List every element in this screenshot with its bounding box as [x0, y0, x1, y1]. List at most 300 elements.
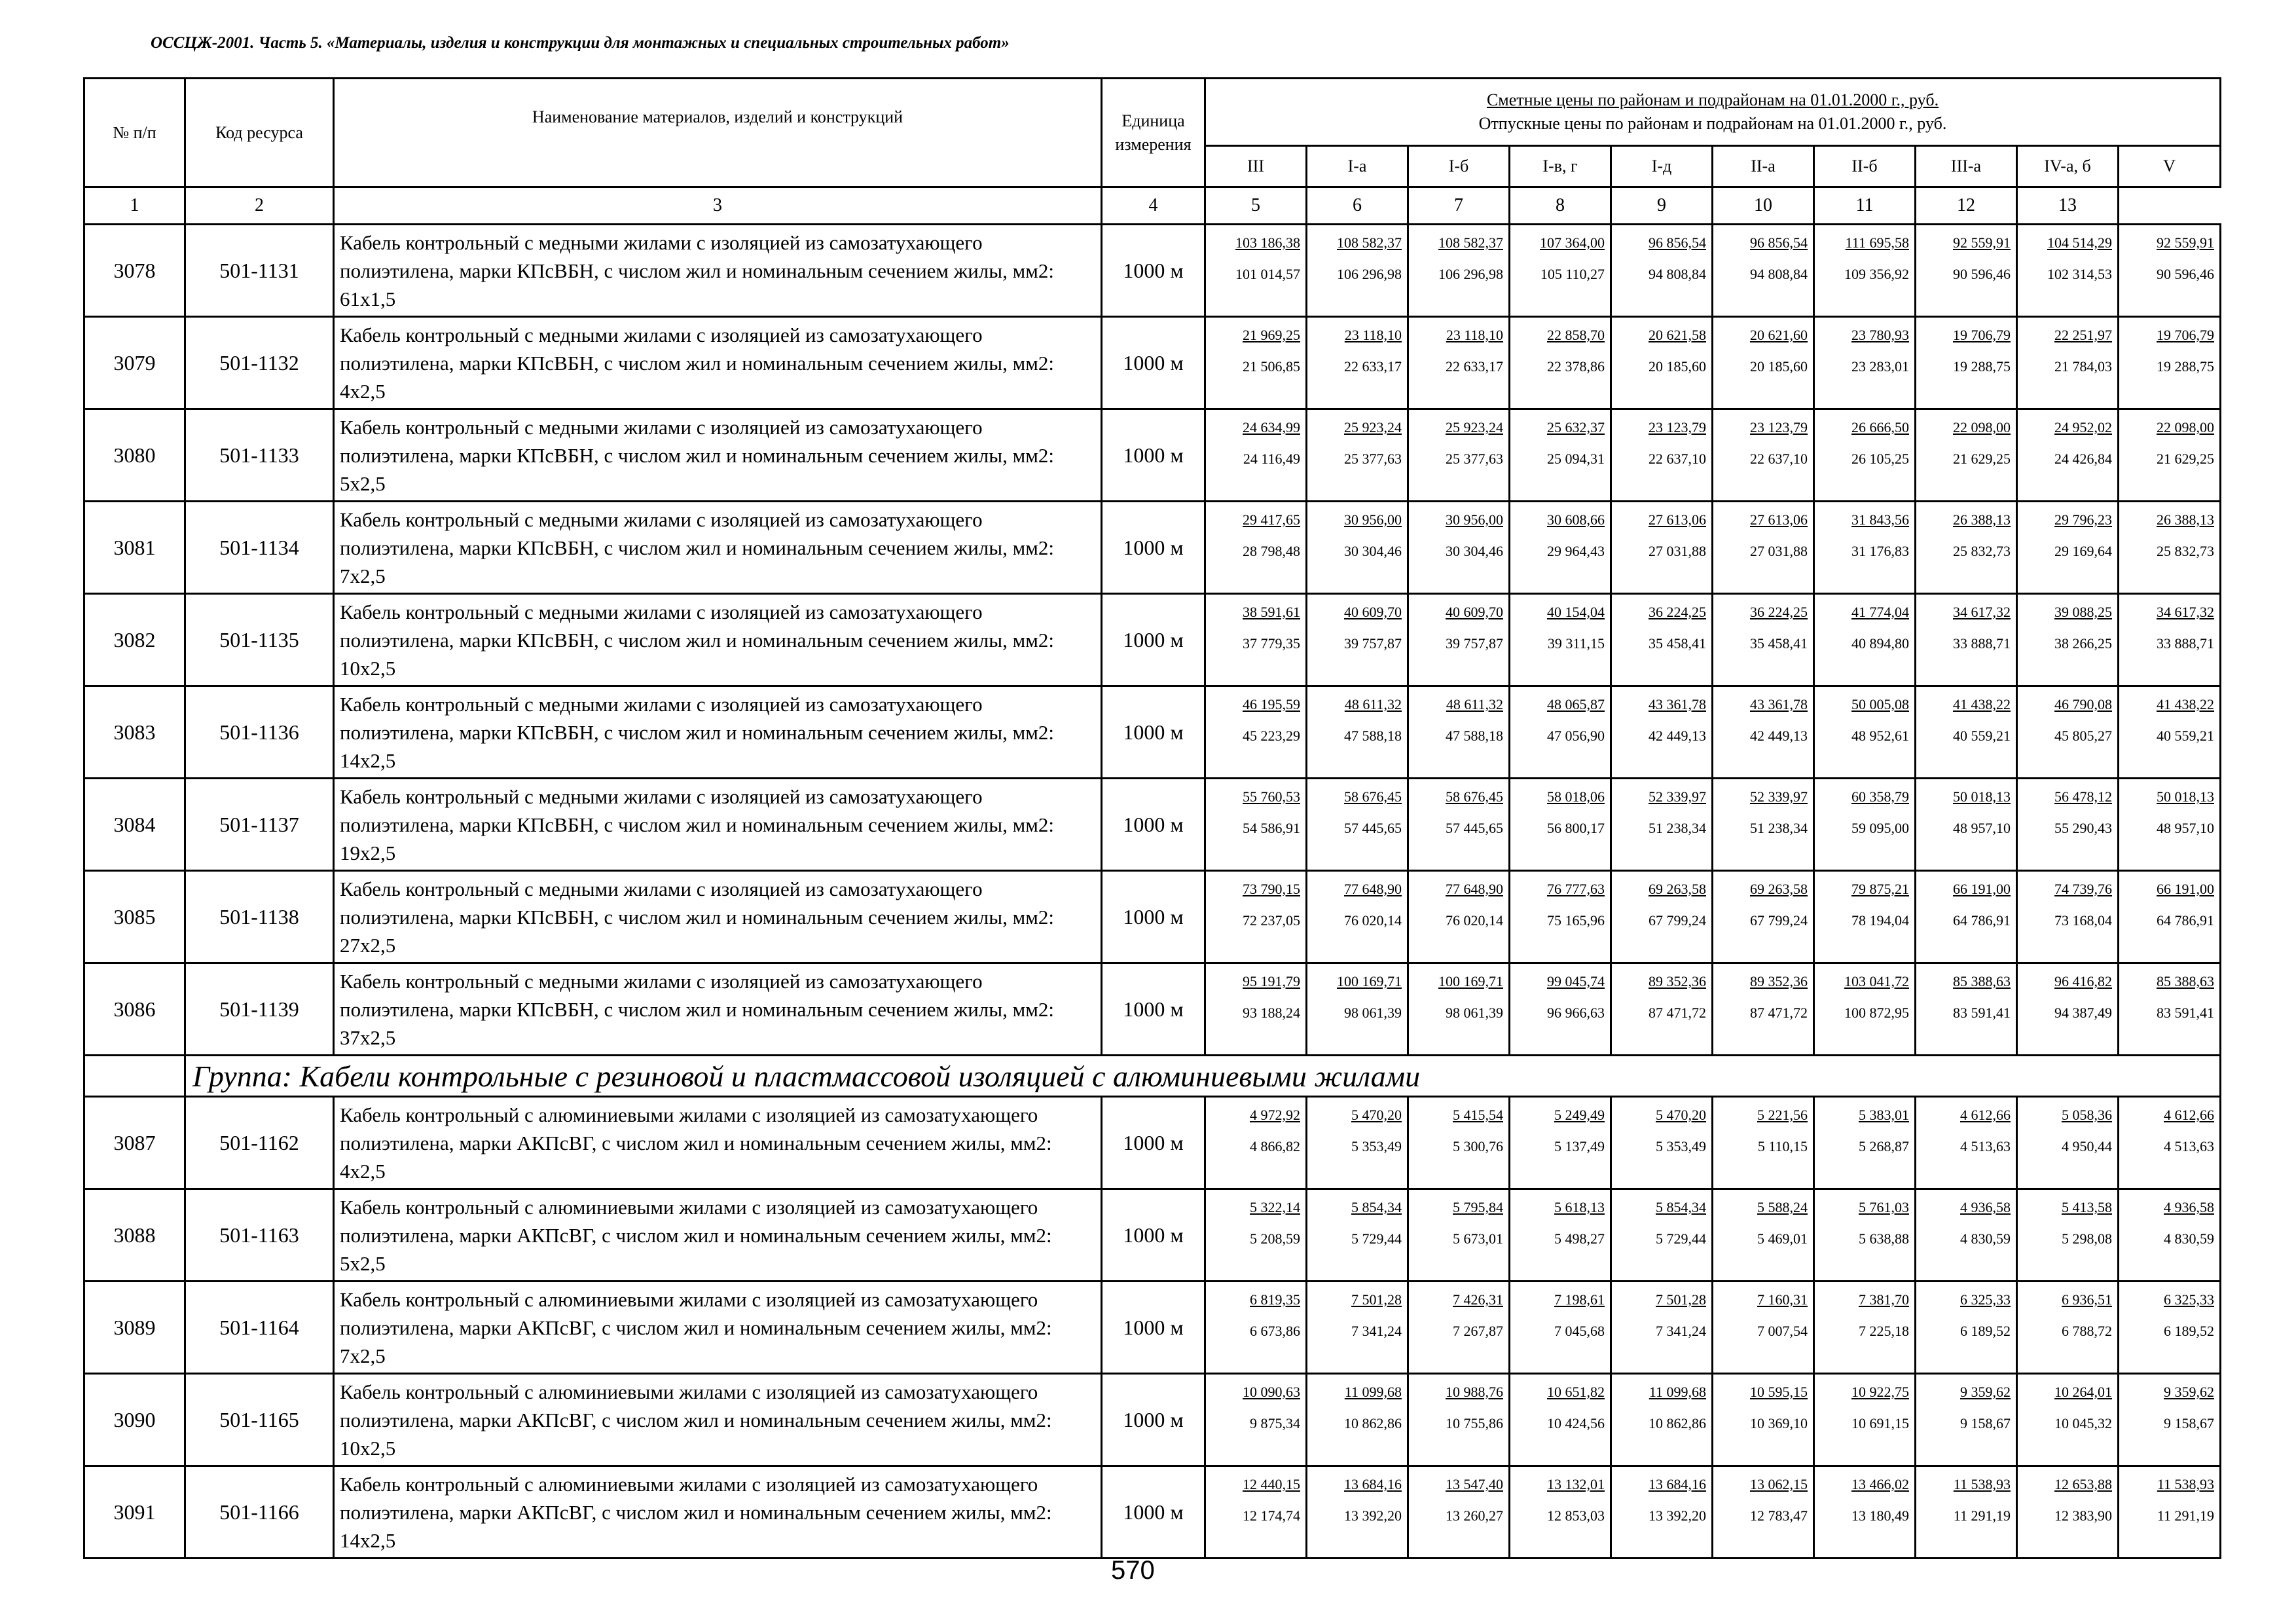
price-cell — [2017, 1466, 2119, 1559]
estimated-price: 40 609,70 — [1344, 604, 1402, 620]
resource-code: 501-1133 — [185, 409, 334, 502]
price-cell — [1814, 225, 1916, 317]
estimated-price: 69 263,58 — [1649, 881, 1706, 897]
price-cell — [1510, 502, 1611, 594]
release-price: 106 296,98 — [1337, 266, 1402, 282]
price-cell — [2119, 963, 2221, 1056]
release-price: 7 267,87 — [1453, 1323, 1503, 1339]
material-name: Кабель контрольный с алюминиевыми жилами с изоляцией из самозатухающего полиэтилена, марки АКПсВГ, с числом жил и номинальным сечением жилы, мм2: 5х2,5 — [334, 1189, 1102, 1282]
price-cell — [1408, 1374, 1510, 1466]
release-price: 39 757,87 — [1344, 635, 1402, 652]
price-cell — [2119, 686, 2221, 779]
release-price: 47 588,18 — [1344, 728, 1402, 744]
resource-code: 501-1137 — [185, 779, 334, 871]
estimated-price: 7 426,31 — [1453, 1291, 1503, 1308]
estimated-price: 48 611,32 — [1446, 696, 1503, 712]
price-cell — [2017, 409, 2119, 502]
release-price: 42 449,13 — [1750, 728, 1808, 744]
estimated-price: 41 438,22 — [1953, 696, 2011, 712]
estimated-price: 13 132,01 — [1547, 1476, 1605, 1492]
estimated-price: 9 359,62 — [2164, 1384, 2215, 1400]
release-price: 10 755,86 — [1446, 1415, 1503, 1431]
release-price: 87 471,72 — [1750, 1005, 1808, 1021]
release-price: 25 377,63 — [1446, 451, 1503, 467]
estimated-price: 58 676,45 — [1344, 788, 1402, 805]
release-price: 39 311,15 — [1547, 635, 1605, 652]
release-price: 7 341,24 — [1351, 1323, 1402, 1339]
estimated-price: 11 538,93 — [1953, 1476, 2011, 1492]
estimated-price: 103 041,72 — [1844, 973, 1909, 989]
estimated-price: 4 972,92 — [1250, 1107, 1300, 1123]
estimated-price: 30 956,00 — [1446, 511, 1503, 528]
estimated-price: 100 169,71 — [1337, 973, 1402, 989]
price-cell — [1611, 409, 1713, 502]
estimated-price: 60 358,79 — [1851, 788, 1909, 805]
estimated-price: 25 923,24 — [1344, 419, 1402, 435]
price-cell — [1307, 779, 1408, 871]
release-price: 4 513,63 — [1960, 1138, 2011, 1154]
unit: 1000 м — [1102, 1282, 1205, 1374]
release-price: 102 314,53 — [2047, 266, 2112, 282]
price-cell — [2119, 1189, 2221, 1282]
estimated-price: 5 795,84 — [1453, 1199, 1503, 1215]
estimated-price: 11 099,68 — [1649, 1384, 1706, 1400]
estimated-price: 13 547,40 — [1446, 1476, 1503, 1492]
row-number: 3091 — [84, 1466, 185, 1559]
release-price: 6 788,72 — [2062, 1323, 2112, 1339]
price-cell — [1510, 1282, 1611, 1374]
estimated-price: 4 936,58 — [2164, 1199, 2215, 1215]
release-price: 40 559,21 — [2157, 728, 2215, 744]
price-cell — [2017, 1374, 2119, 1466]
release-price: 67 799,24 — [1649, 912, 1706, 929]
table-row — [84, 1466, 2221, 1559]
price-cell — [1510, 1374, 1611, 1466]
region-header: III — [1205, 146, 1307, 187]
release-price: 21 629,25 — [1953, 451, 2011, 467]
price-cell — [1307, 1189, 1408, 1282]
estimated-price: 10 922,75 — [1851, 1384, 1909, 1400]
price-cell — [1713, 1374, 1814, 1466]
release-price: 54 586,91 — [1243, 820, 1300, 836]
estimated-price: 7 501,28 — [1656, 1291, 1706, 1308]
price-cell — [1205, 1189, 1307, 1282]
table-row — [84, 502, 2221, 594]
price-cell — [1611, 1097, 1713, 1189]
price-cell — [1916, 1189, 2017, 1282]
estimated-price: 46 195,59 — [1243, 696, 1300, 712]
release-price: 5 268,87 — [1859, 1138, 1909, 1154]
price-cell — [2119, 409, 2221, 502]
table-row — [84, 871, 2221, 963]
price-cell — [1814, 963, 1916, 1056]
estimated-price: 100 169,71 — [1438, 973, 1503, 989]
price-cell — [2017, 1189, 2119, 1282]
estimated-price: 43 361,78 — [1750, 696, 1808, 712]
release-price: 12 174,74 — [1243, 1507, 1300, 1524]
release-price: 45 805,27 — [2054, 728, 2112, 744]
price-cell — [1814, 594, 1916, 686]
row-number: 3084 — [84, 779, 185, 871]
price-cell — [1205, 1282, 1307, 1374]
price-cell — [1611, 779, 1713, 871]
release-price: 51 238,34 — [1750, 820, 1808, 836]
table-row — [84, 317, 2221, 409]
material-name: Кабель контрольный с медными жилами с изоляцией из самозатухающего полиэтилена, марки КПсВБН, с числом жил и номинальным сечением жилы, мм2: 14х2,5 — [334, 686, 1102, 779]
price-cell — [1408, 1282, 1510, 1374]
estimated-price: 41 774,04 — [1851, 604, 1909, 620]
group-title: Группа: Кабели контрольные с резиновой и пластмассовой изоляцией с алюминиевыми жилами — [185, 1056, 2221, 1097]
estimated-price: 77 648,90 — [1446, 881, 1503, 897]
price-cell — [1814, 1374, 1916, 1466]
release-price: 4 830,59 — [2164, 1230, 2215, 1247]
release-price: 12 383,90 — [2054, 1507, 2112, 1524]
col-number: 7 — [1408, 187, 1510, 225]
resource-code: 501-1139 — [185, 963, 334, 1056]
price-cell — [1307, 317, 1408, 409]
release-price: 109 356,92 — [1844, 266, 1909, 282]
unit: 1000 м — [1102, 502, 1205, 594]
price-cell — [2119, 502, 2221, 594]
estimated-price: 5 761,03 — [1859, 1199, 1909, 1215]
release-price: 76 020,14 — [1344, 912, 1402, 929]
estimated-price: 4 612,66 — [1960, 1107, 2011, 1123]
price-cell — [1713, 1466, 1814, 1559]
price-cell — [1814, 686, 1916, 779]
release-price: 10 424,56 — [1547, 1415, 1605, 1431]
unit: 1000 м — [1102, 871, 1205, 963]
estimated-price: 103 186,38 — [1235, 234, 1300, 251]
col-number: 8 — [1510, 187, 1611, 225]
price-table — [83, 77, 2221, 1559]
price-cell — [1205, 963, 1307, 1056]
estimated-price: 4 612,66 — [2164, 1107, 2215, 1123]
estimated-price: 96 856,54 — [1750, 234, 1808, 251]
release-price: 96 966,63 — [1547, 1005, 1605, 1021]
estimated-price: 96 416,82 — [2054, 973, 2112, 989]
row-number: 3085 — [84, 871, 185, 963]
release-price: 47 588,18 — [1446, 728, 1503, 744]
estimated-price: 22 098,00 — [1953, 419, 2011, 435]
row-number: 3080 — [84, 409, 185, 502]
estimated-price: 13 684,16 — [1344, 1476, 1402, 1492]
estimated-price: 85 388,63 — [2157, 973, 2215, 989]
region-header: III-а — [1916, 146, 2017, 187]
release-price: 83 591,41 — [2157, 1005, 2215, 1021]
row-number: 3078 — [84, 225, 185, 317]
price-title-release: Отпускные цены по районам и подрайонам на 01.01.2000 г., руб. — [1478, 114, 1947, 133]
release-price: 10 691,15 — [1851, 1415, 1909, 1431]
resource-code: 501-1165 — [185, 1374, 334, 1466]
price-cell — [2017, 871, 2119, 963]
estimated-price: 22 251,97 — [2054, 327, 2112, 343]
estimated-price: 24 952,02 — [2054, 419, 2112, 435]
price-cell — [1307, 963, 1408, 1056]
estimated-price: 56 478,12 — [2054, 788, 2112, 805]
estimated-price: 40 154,04 — [1547, 604, 1605, 620]
release-price: 13 392,20 — [1344, 1507, 1402, 1524]
release-price: 98 061,39 — [1446, 1005, 1503, 1021]
release-price: 5 208,59 — [1250, 1230, 1300, 1247]
release-price: 25 377,63 — [1344, 451, 1402, 467]
estimated-price: 19 706,79 — [2157, 327, 2215, 343]
release-price: 22 637,10 — [1750, 451, 1808, 467]
unit: 1000 м — [1102, 594, 1205, 686]
estimated-price: 10 264,01 — [2054, 1384, 2112, 1400]
price-cell — [1408, 871, 1510, 963]
release-price: 33 888,71 — [1953, 635, 2011, 652]
estimated-price: 5 058,36 — [2062, 1107, 2112, 1123]
price-cell — [1713, 1097, 1814, 1189]
price-cell — [1307, 1374, 1408, 1466]
price-cell — [1814, 409, 1916, 502]
price-cell — [1916, 1097, 2017, 1189]
price-cell — [1307, 225, 1408, 317]
resource-code: 501-1164 — [185, 1282, 334, 1374]
estimated-price: 21 969,25 — [1243, 327, 1300, 343]
unit: 1000 м — [1102, 1189, 1205, 1282]
table-row — [84, 686, 2221, 779]
group-spacer — [84, 1056, 185, 1097]
release-price: 9 158,67 — [1960, 1415, 2011, 1431]
price-cell — [2017, 317, 2119, 409]
material-name: Кабель контрольный с медными жилами с изоляцией из самозатухающего полиэтилена, марки КПсВБН, с числом жил и номинальным сечением жилы, мм2: 61х1,5 — [334, 225, 1102, 317]
table-row — [84, 1282, 2221, 1374]
price-cell — [1611, 502, 1713, 594]
price-cell — [1611, 686, 1713, 779]
estimated-price: 58 018,06 — [1547, 788, 1605, 805]
material-name: Кабель контрольный с алюминиевыми жилами с изоляцией из самозатухающего полиэтилена, марки АКПсВГ, с числом жил и номинальным сечением жилы, мм2: 10х2,5 — [334, 1374, 1102, 1466]
table-row — [84, 1097, 2221, 1189]
estimated-price: 29 417,65 — [1243, 511, 1300, 528]
unit: 1000 м — [1102, 1466, 1205, 1559]
estimated-price: 12 653,88 — [2054, 1476, 2112, 1492]
price-cell — [1205, 779, 1307, 871]
price-cell — [1510, 871, 1611, 963]
release-price: 10 045,32 — [2054, 1415, 2112, 1431]
estimated-price: 5 588,24 — [1757, 1199, 1808, 1215]
col-header-code: Код ресурса — [185, 79, 334, 187]
release-price: 22 637,10 — [1649, 451, 1706, 467]
estimated-price: 34 617,32 — [2157, 604, 2215, 620]
release-price: 72 237,05 — [1243, 912, 1300, 929]
unit: 1000 м — [1102, 409, 1205, 502]
release-price: 11 291,19 — [1953, 1507, 2011, 1524]
price-cell — [1205, 1466, 1307, 1559]
estimated-price: 41 438,22 — [2157, 696, 2215, 712]
estimated-price: 74 739,76 — [2054, 881, 2112, 897]
page-number: 570 — [1111, 1556, 1155, 1585]
estimated-price: 104 514,29 — [2047, 234, 2112, 251]
col-number: 6 — [1307, 187, 1408, 225]
release-price: 5 353,49 — [1656, 1138, 1706, 1154]
col-number: 10 — [1713, 187, 1814, 225]
price-cell — [1307, 1097, 1408, 1189]
price-cell — [1814, 1466, 1916, 1559]
release-price: 21 506,85 — [1243, 358, 1300, 375]
release-price: 23 283,01 — [1851, 358, 1909, 375]
release-price: 48 957,10 — [2157, 820, 2215, 836]
estimated-price: 27 613,06 — [1649, 511, 1706, 528]
estimated-price: 9 359,62 — [1960, 1384, 2011, 1400]
estimated-price: 48 065,87 — [1547, 696, 1605, 712]
release-price: 5 353,49 — [1351, 1138, 1402, 1154]
estimated-price: 7 198,61 — [1554, 1291, 1605, 1308]
price-cell — [2017, 1097, 2119, 1189]
release-price: 29 964,43 — [1547, 543, 1605, 559]
estimated-price: 25 923,24 — [1446, 419, 1503, 435]
table-row — [84, 594, 2221, 686]
release-price: 5 137,49 — [1554, 1138, 1605, 1154]
release-price: 90 596,46 — [1953, 266, 2011, 282]
material-name: Кабель контрольный с медными жилами с изоляцией из самозатухающего полиэтилена, марки КПсВБН, с числом жил и номинальным сечением жилы, мм2: 37х2,5 — [334, 963, 1102, 1056]
price-cell — [1307, 1466, 1408, 1559]
release-price: 106 296,98 — [1438, 266, 1503, 282]
price-cell — [1510, 1189, 1611, 1282]
estimated-price: 55 760,53 — [1243, 788, 1300, 805]
release-price: 100 872,95 — [1844, 1005, 1909, 1021]
price-cell — [2017, 225, 2119, 317]
estimated-price: 5 618,13 — [1554, 1199, 1605, 1215]
resource-code: 501-1163 — [185, 1189, 334, 1282]
material-name: Кабель контрольный с медными жилами с изоляцией из самозатухающего полиэтилена, марки КПсВБН, с числом жил и номинальным сечением жилы, мм2: 7х2,5 — [334, 502, 1102, 594]
price-cell — [2119, 779, 2221, 871]
release-price: 94 808,84 — [1649, 266, 1706, 282]
estimated-price: 38 591,61 — [1243, 604, 1300, 620]
estimated-price: 5 221,56 — [1757, 1107, 1808, 1123]
release-price: 4 866,82 — [1250, 1138, 1300, 1154]
release-price: 21 784,03 — [2054, 358, 2112, 375]
price-cell — [1205, 871, 1307, 963]
release-price: 24 426,84 — [2054, 451, 2112, 467]
release-price: 27 031,88 — [1649, 543, 1706, 559]
price-cell — [1916, 594, 2017, 686]
region-header: II-б — [1814, 146, 1916, 187]
release-price: 28 798,48 — [1243, 543, 1300, 559]
price-cell — [1611, 1466, 1713, 1559]
row-number: 3087 — [84, 1097, 185, 1189]
estimated-price: 11 099,68 — [1344, 1384, 1402, 1400]
release-price: 101 014,57 — [1235, 266, 1300, 282]
estimated-price: 4 936,58 — [1960, 1199, 2011, 1215]
resource-code: 501-1166 — [185, 1466, 334, 1559]
estimated-price: 40 609,70 — [1446, 604, 1503, 620]
price-cell — [2119, 225, 2221, 317]
estimated-price: 52 339,97 — [1750, 788, 1808, 805]
estimated-price: 108 582,37 — [1438, 234, 1503, 251]
estimated-price: 36 224,25 — [1649, 604, 1706, 620]
price-cell — [1916, 686, 2017, 779]
row-number: 3090 — [84, 1374, 185, 1466]
estimated-price: 11 538,93 — [2157, 1476, 2215, 1492]
unit: 1000 м — [1102, 225, 1205, 317]
estimated-price: 50 018,13 — [1953, 788, 2011, 805]
release-price: 20 185,60 — [1649, 358, 1706, 375]
col-number: 4 — [1102, 187, 1205, 225]
estimated-price: 48 611,32 — [1344, 696, 1402, 712]
price-cell — [1916, 225, 2017, 317]
release-price: 11 291,19 — [2157, 1507, 2215, 1524]
release-price: 5 469,01 — [1757, 1230, 1808, 1247]
price-cell — [1307, 594, 1408, 686]
release-price: 7 007,54 — [1757, 1323, 1808, 1339]
price-cell — [1510, 594, 1611, 686]
release-price: 5 729,44 — [1351, 1230, 1402, 1247]
release-price: 29 169,64 — [2054, 543, 2112, 559]
price-cell — [1814, 1189, 1916, 1282]
resource-code: 501-1136 — [185, 686, 334, 779]
price-cell — [1205, 686, 1307, 779]
release-price: 6 673,86 — [1250, 1323, 1300, 1339]
release-price: 6 189,52 — [2164, 1323, 2215, 1339]
release-price: 30 304,46 — [1344, 543, 1402, 559]
price-title-estimated: Сметные цены по районам и подрайонам на 01.01.2000 г., руб. — [1486, 90, 1939, 109]
release-price: 10 862,86 — [1344, 1415, 1402, 1431]
price-cell — [1713, 871, 1814, 963]
price-cell — [1510, 963, 1611, 1056]
release-price: 35 458,41 — [1649, 635, 1706, 652]
release-price: 93 188,24 — [1243, 1005, 1300, 1021]
release-price: 26 105,25 — [1851, 451, 1909, 467]
price-cell — [1510, 1466, 1611, 1559]
material-name: Кабель контрольный с медными жилами с изоляцией из самозатухающего полиэтилена, марки КПсВБН, с числом жил и номинальным сечением жилы, мм2: 27х2,5 — [334, 871, 1102, 963]
resource-code: 501-1132 — [185, 317, 334, 409]
row-number: 3081 — [84, 502, 185, 594]
unit: 1000 м — [1102, 963, 1205, 1056]
release-price: 13 392,20 — [1649, 1507, 1706, 1524]
release-price: 75 165,96 — [1547, 912, 1605, 929]
estimated-price: 52 339,97 — [1649, 788, 1706, 805]
table-row — [84, 779, 2221, 871]
price-cell — [1611, 1374, 1713, 1466]
price-cell — [2017, 963, 2119, 1056]
estimated-price: 107 364,00 — [1540, 234, 1605, 251]
release-price: 64 786,91 — [2157, 912, 2215, 929]
estimated-price: 25 632,37 — [1547, 419, 1605, 435]
release-price: 47 056,90 — [1547, 728, 1605, 744]
release-price: 24 116,49 — [1243, 451, 1300, 467]
estimated-price: 10 090,63 — [1243, 1384, 1300, 1400]
release-price: 10 369,10 — [1750, 1415, 1808, 1431]
price-cell — [2017, 1282, 2119, 1374]
unit: 1000 м — [1102, 317, 1205, 409]
estimated-price: 5 415,54 — [1453, 1107, 1503, 1123]
price-cell — [1916, 409, 2017, 502]
price-cell — [2119, 871, 2221, 963]
estimated-price: 111 695,58 — [1845, 234, 1909, 251]
estimated-price: 92 559,91 — [2157, 234, 2215, 251]
row-number: 3089 — [84, 1282, 185, 1374]
release-price: 94 387,49 — [2054, 1005, 2112, 1021]
estimated-price: 30 956,00 — [1344, 511, 1402, 528]
release-price: 105 110,27 — [1540, 266, 1605, 282]
estimated-price: 10 651,82 — [1547, 1384, 1605, 1400]
estimated-price: 7 381,70 — [1859, 1291, 1909, 1308]
resource-code: 501-1134 — [185, 502, 334, 594]
price-cell — [1408, 1189, 1510, 1282]
estimated-price: 76 777,63 — [1547, 881, 1605, 897]
price-cell — [1307, 502, 1408, 594]
estimated-price: 46 790,08 — [2054, 696, 2112, 712]
price-cell — [1408, 409, 1510, 502]
price-cell — [1510, 779, 1611, 871]
estimated-price: 29 796,23 — [2054, 511, 2112, 528]
release-price: 33 888,71 — [2157, 635, 2215, 652]
estimated-price: 26 666,50 — [1851, 419, 1909, 435]
estimated-price: 24 634,99 — [1243, 419, 1300, 435]
estimated-price: 30 608,66 — [1547, 511, 1605, 528]
price-cell — [1307, 871, 1408, 963]
